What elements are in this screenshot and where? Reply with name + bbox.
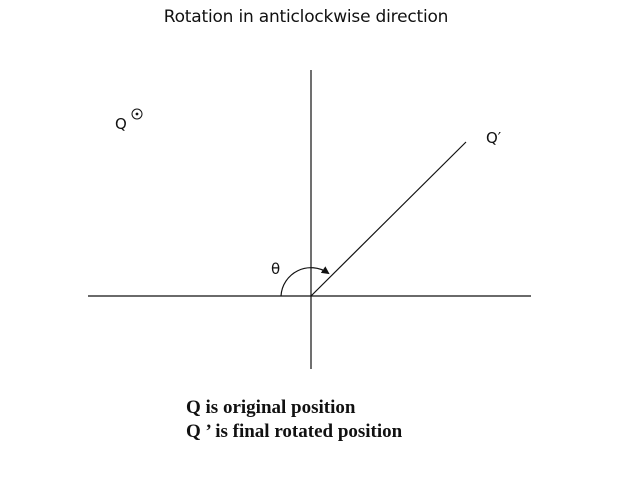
angle-label: θ — [271, 260, 281, 278]
rotated-ray — [311, 142, 466, 296]
diagram-title: Rotation in anticlockwise direction — [163, 7, 449, 27]
angle-arc — [281, 268, 328, 296]
caption-rotated: Q ’ is final rotated position — [186, 421, 403, 442]
original-point-marker — [132, 109, 142, 119]
rotated-point-label: Q′ — [486, 129, 502, 147]
original-point-label: Q — [115, 115, 127, 133]
caption-original: Q is original position — [186, 397, 356, 418]
